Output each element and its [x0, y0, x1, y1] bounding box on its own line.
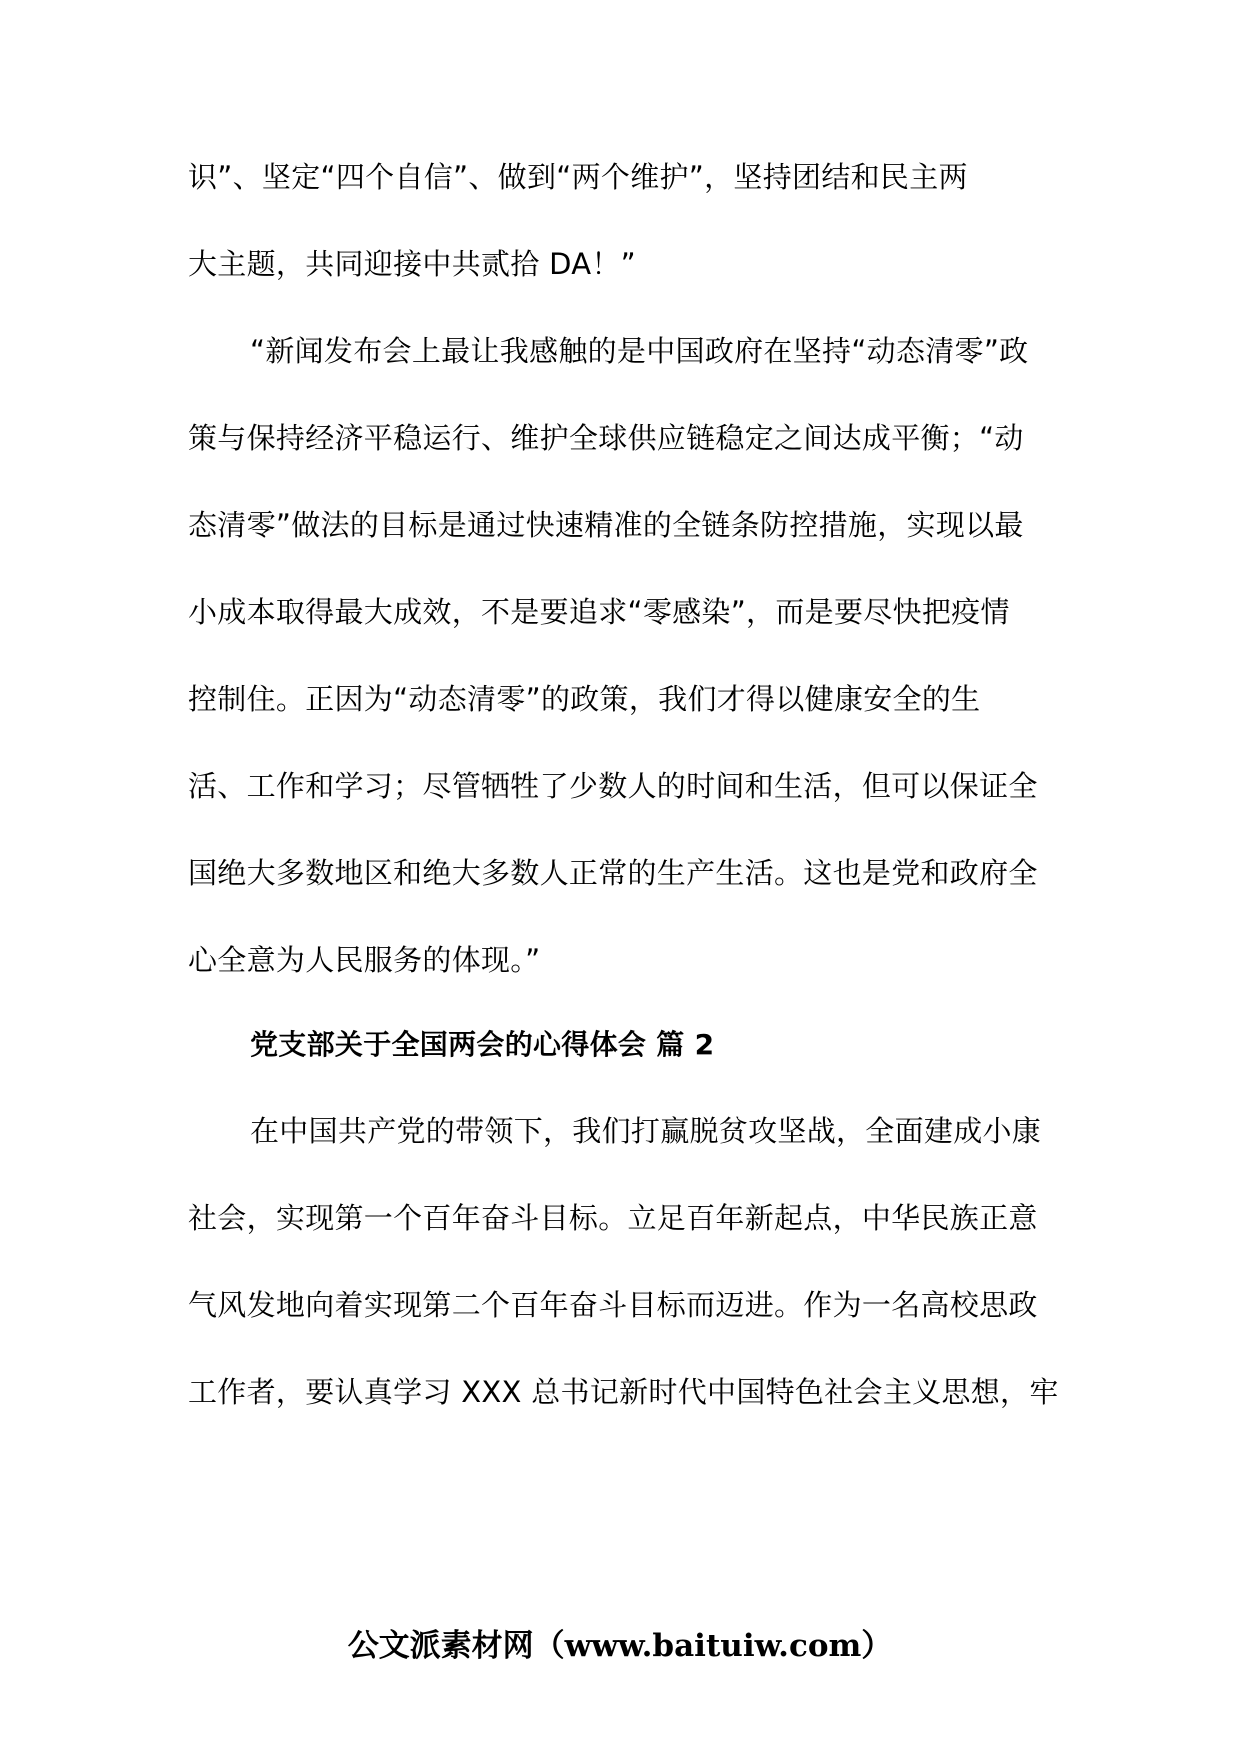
text-line: 心全意为人民服务的体现。”: [188, 943, 541, 977]
text-line: 策与保持经济平稳运行、维护全球供应链稳定之间达成平衡；“动: [188, 421, 1024, 455]
text-line: 小成本取得最大成效，不是要追求“零感染”，而是要尽快把疫情: [188, 595, 1010, 629]
text-line: 控制住。正因为“动态清零”的政策，我们才得以健康安全的生: [188, 682, 981, 716]
page-footer: 公文派素材网（www.baituiw.com）: [347, 1628, 893, 1664]
paragraph-start-line: 在中国共产党的带领下，我们打赢脱贫攻坚战，全面建成小康: [250, 1114, 1042, 1148]
paragraph-start-line: “新闻发布会上最让我感触的是中国政府在坚持“动态清零”政: [250, 334, 1029, 368]
text-line: 态清零”做法的目标是通过快速精准的全链条防控措施，实现以最: [188, 508, 1024, 542]
text-line: 大主题，共同迎接中共贰拾 DA！”: [188, 247, 637, 281]
text-line: 活、工作和学习；尽管牺牲了少数人的时间和生活，但可以保证全: [188, 769, 1038, 803]
text-line: 工作者，要认真学习 XXX 总书记新时代中国特色社会主义思想，牢: [188, 1375, 1059, 1409]
text-line: 社会，实现第一个百年奋斗目标。立足百年新起点，中华民族正意: [188, 1201, 1038, 1235]
text-line: 识”、坚定“四个自信”、做到“两个维护”，坚持团结和民主两: [188, 160, 968, 194]
text-line: 气风发地向着实现第二个百年奋斗目标而迈进。作为一名高校思政: [188, 1288, 1038, 1322]
text-line: 国绝大多数地区和绝大多数人正常的生产生活。这也是党和政府全: [188, 856, 1038, 890]
section-heading: 党支部关于全国两会的心得体会 篇 2: [250, 1028, 715, 1061]
